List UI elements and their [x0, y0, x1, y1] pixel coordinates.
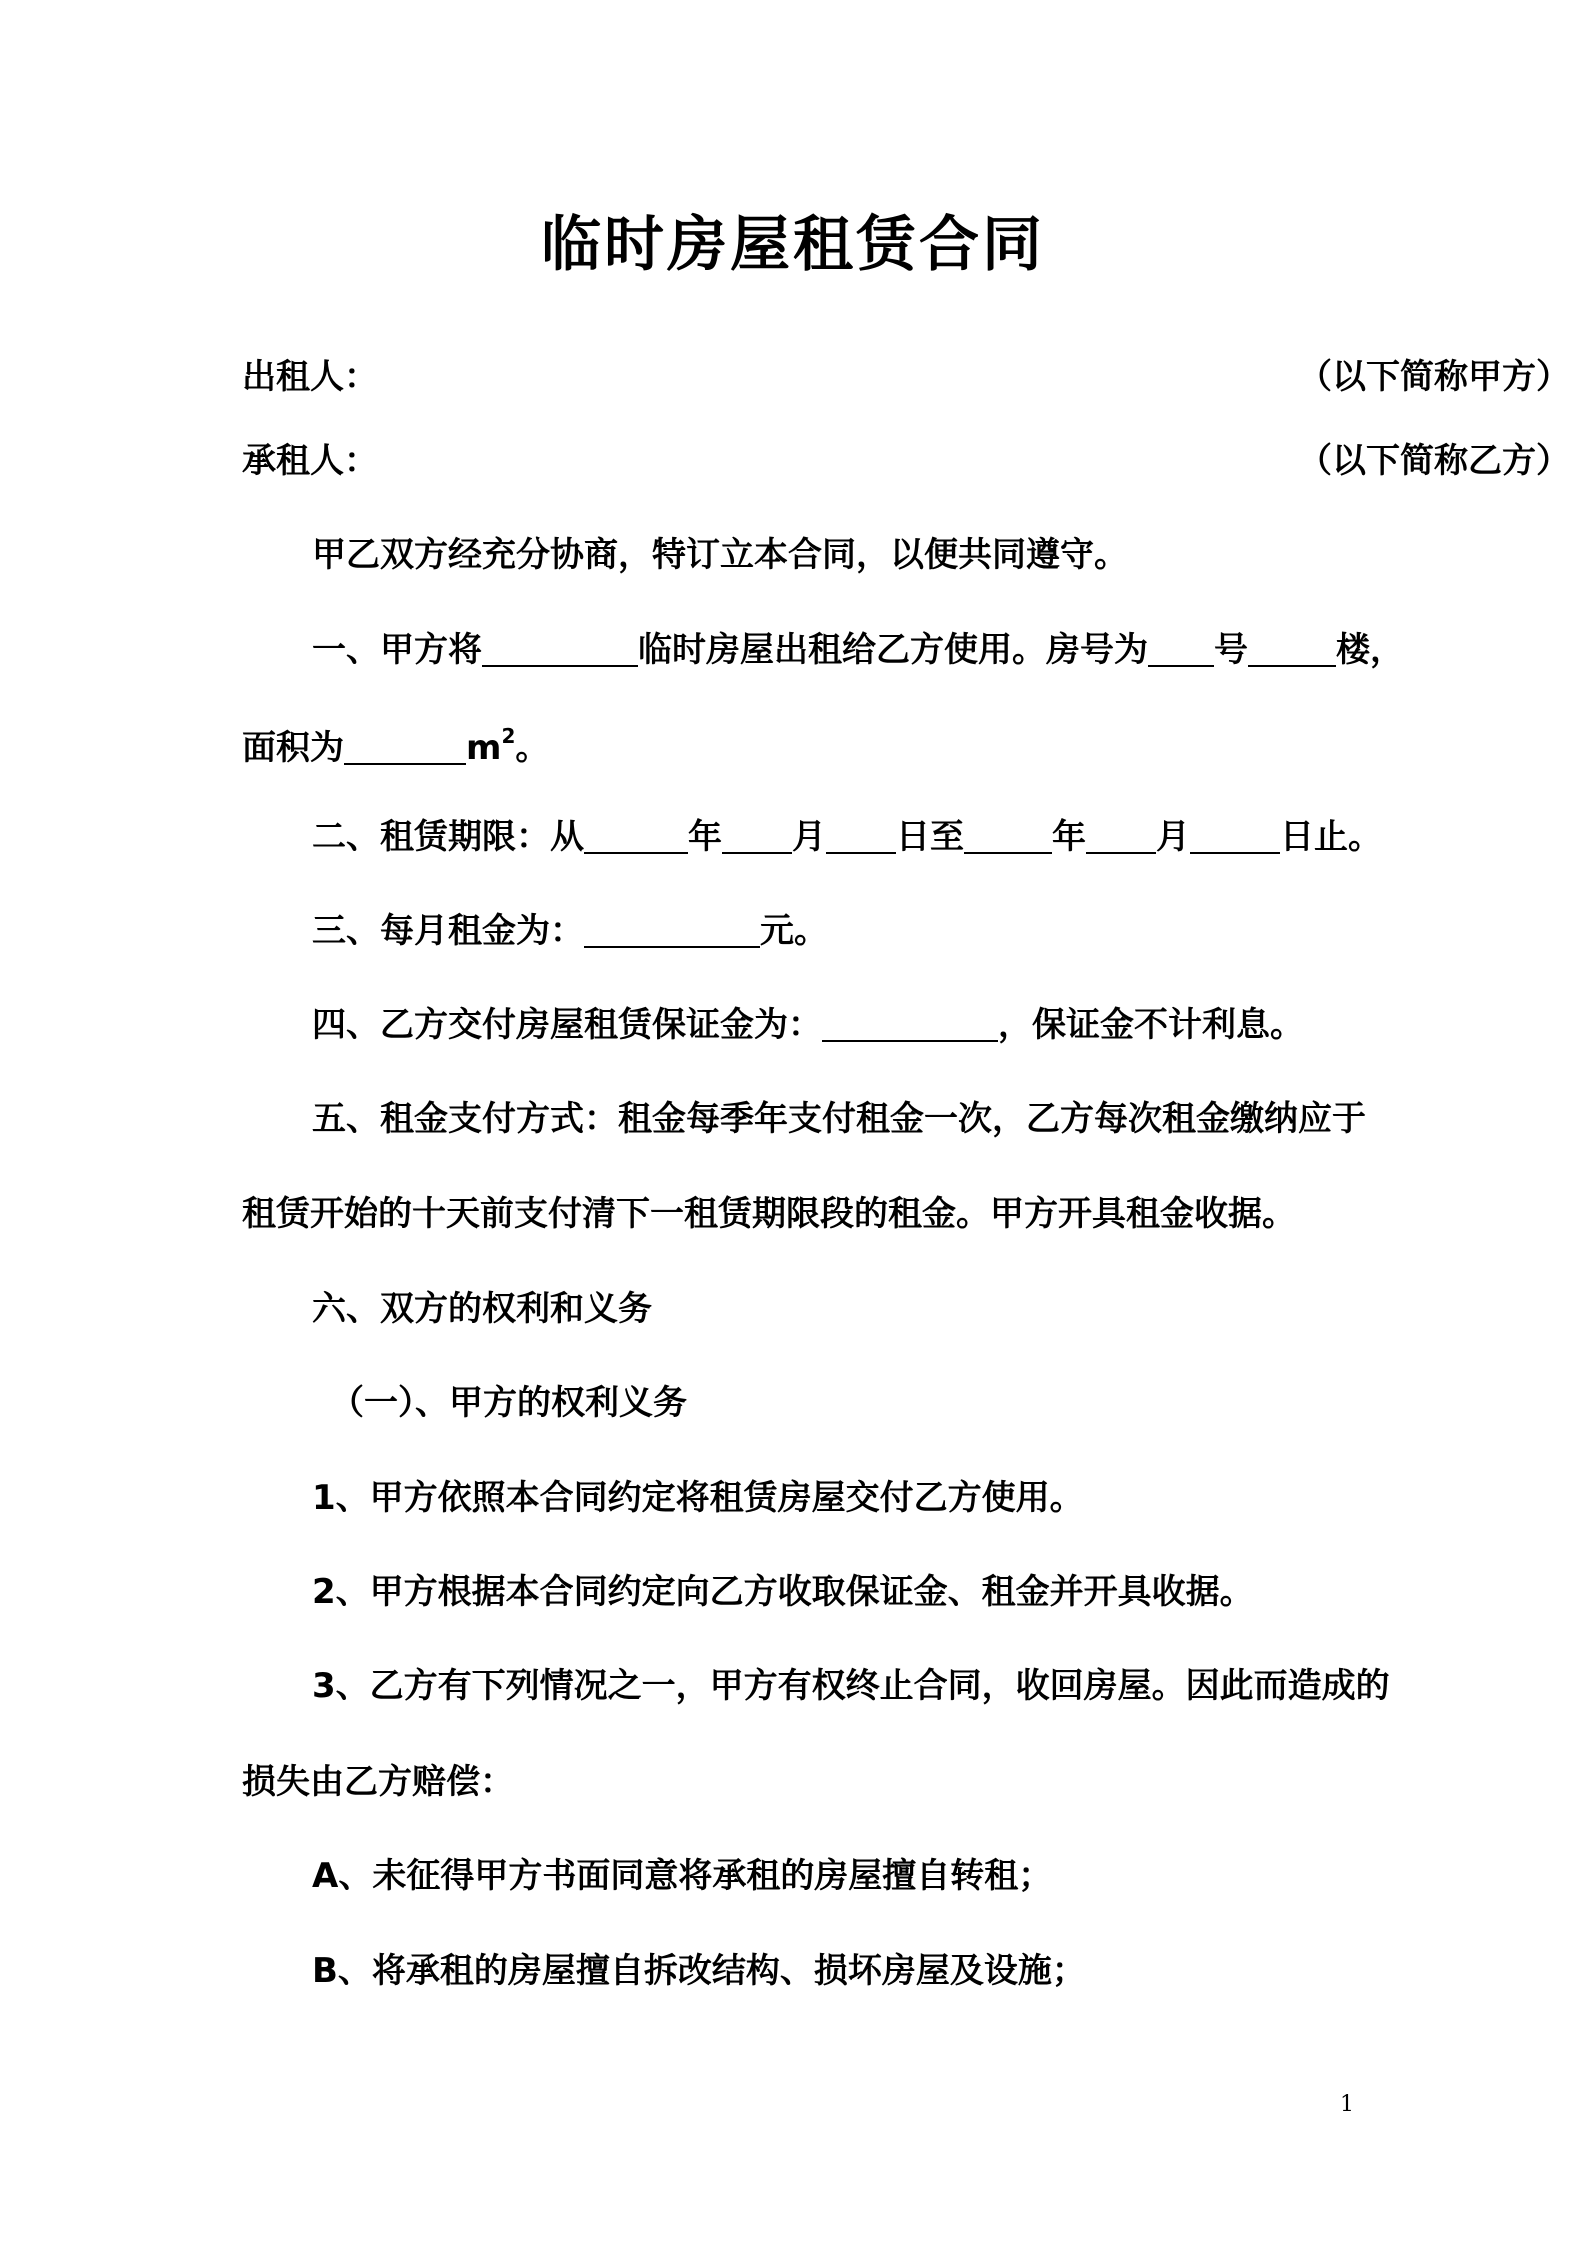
clause-1-text-e: 面积为 — [242, 728, 344, 768]
clause-6: 六、双方的权利和义务 — [312, 1289, 652, 1329]
start-month-blank — [722, 816, 792, 854]
end-year-blank — [964, 816, 1052, 854]
item-2: 2、甲方根据本合同约定向乙方收取保证金、租金并开具收据。 — [312, 1572, 1254, 1612]
clause-1-text-b: 临时房屋出租给乙方使用。房号为 — [638, 630, 1148, 670]
lessee-label: 承租人： — [242, 441, 378, 481]
clause-2-text: 二、租赁期限：从 — [312, 817, 584, 857]
clause-1-text-a: 一、甲方将 — [312, 630, 482, 670]
start-year-label: 年 — [688, 817, 722, 857]
clause-4 — [312, 1001, 1362, 1049]
clause-1-line-2 — [242, 724, 1362, 772]
item-b: B、将承租的房屋擅自拆改结构、损坏房屋及设施； — [312, 1951, 1086, 1991]
item-a: A、未征得甲方书面同意将承租的房屋擅自转租； — [312, 1856, 1053, 1896]
clause-1-text-f: 。 — [515, 728, 550, 768]
lessor-line — [242, 353, 1570, 401]
start-day-blank — [826, 816, 896, 854]
clause-3 — [312, 907, 1362, 955]
start-year-blank — [584, 816, 688, 854]
lessee-line — [242, 437, 1570, 485]
item-3-line-1: 3、乙方有下列情况之一，甲方有权终止合同，收回房屋。因此而造成的 — [312, 1666, 1390, 1706]
clause-1-line-1 — [312, 626, 1404, 674]
area-blank — [344, 727, 466, 765]
monthly-rent-blank — [584, 910, 760, 948]
area-unit: m — [466, 728, 502, 768]
clause-5-line-2: 租赁开始的十天前支付清下一租赁期限段的租金。甲方开具租金收据。 — [242, 1194, 1296, 1234]
end-month-label: 月 — [1156, 817, 1190, 857]
end-month-blank — [1086, 816, 1156, 854]
end-day-blank — [1190, 816, 1280, 854]
room-number-blank — [1148, 629, 1214, 667]
document-title: 临时房屋租赁合同 — [541, 210, 1045, 280]
item-3-line-2: 损失由乙方赔偿： — [242, 1762, 514, 1802]
lessor-label: 出租人： — [242, 357, 378, 397]
clause-1-text-c: 号 — [1214, 630, 1248, 670]
end-day-label: 日止。 — [1280, 817, 1382, 857]
building-blank — [1248, 629, 1336, 667]
item-1: 1、甲方依照本合同约定将租赁房屋交付乙方使用。 — [312, 1478, 1084, 1518]
deposit-blank — [822, 1004, 998, 1042]
clause-2 — [312, 813, 1382, 861]
clause-4-text-b: ，保证金不计利息。 — [998, 1005, 1304, 1045]
start-day-label: 日至 — [896, 817, 964, 857]
clause-4-text: 四、乙方交付房屋租赁保证金为： — [312, 1005, 822, 1045]
area-unit-exponent: 2 — [501, 724, 516, 748]
clause-5-line-1: 五、租金支付方式：租金每季年支付租金一次，乙方每次租金缴纳应于 — [312, 1099, 1366, 1139]
section-1-heading: （一）、甲方的权利义务 — [330, 1383, 687, 1423]
clause-3-unit: 元。 — [760, 911, 828, 951]
preamble: 甲乙双方经充分协商，特订立本合同，以便共同遵守。 — [312, 535, 1128, 575]
page-number: 1 — [1340, 2092, 1354, 2117]
lessor-note: （以下简称甲方） — [1298, 357, 1570, 397]
lessee-note: （以下简称乙方） — [1298, 441, 1570, 481]
premises-blank — [482, 629, 638, 667]
end-year-label: 年 — [1052, 817, 1086, 857]
clause-3-text: 三、每月租金为： — [312, 911, 584, 951]
start-month-label: 月 — [792, 817, 826, 857]
clause-1-text-d: 楼， — [1336, 630, 1404, 670]
